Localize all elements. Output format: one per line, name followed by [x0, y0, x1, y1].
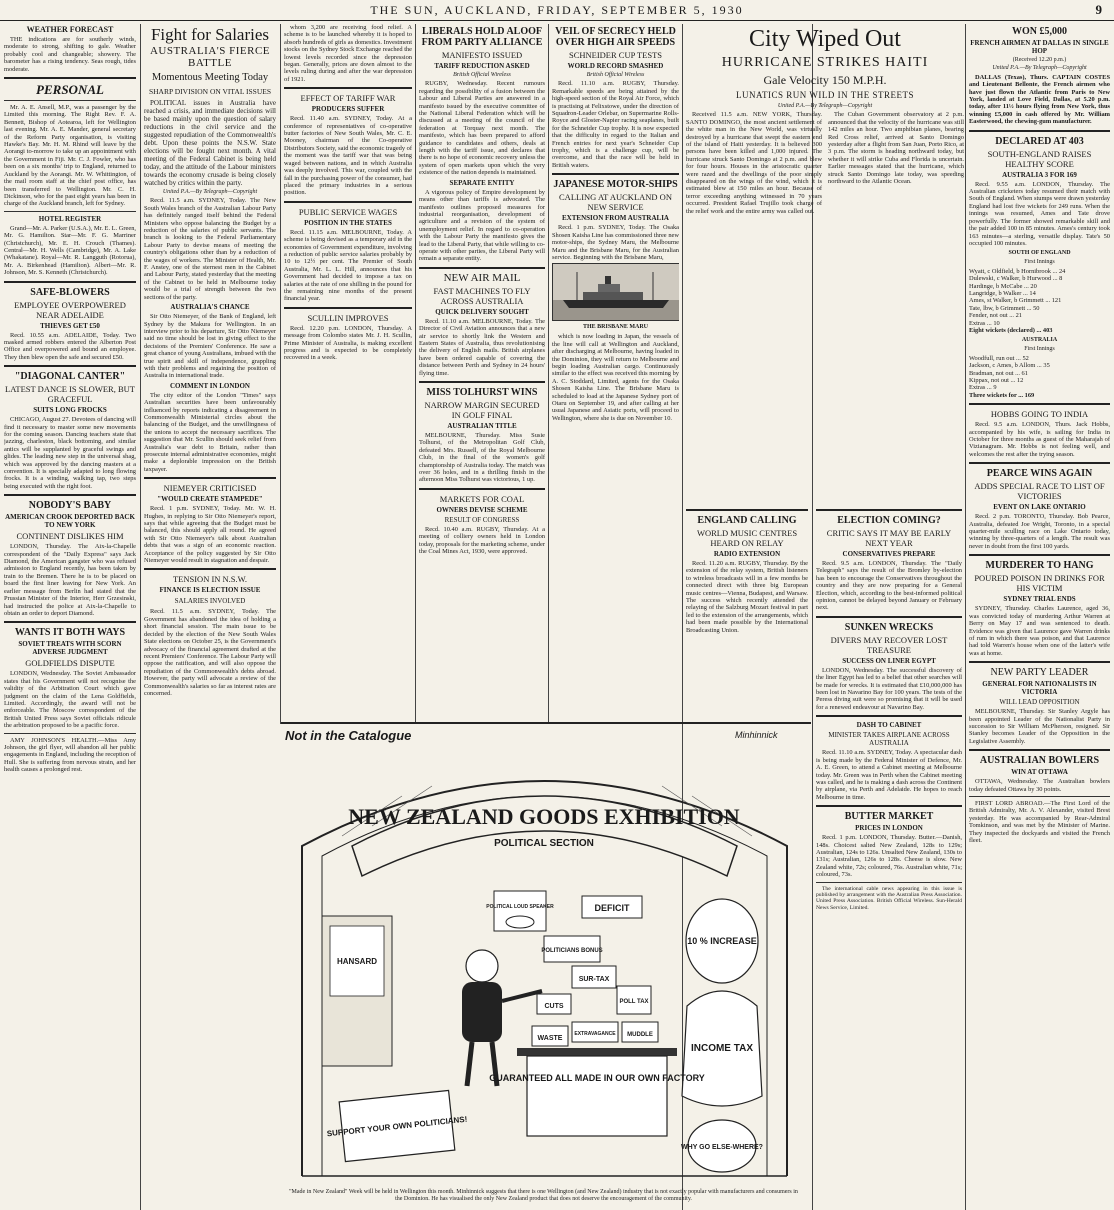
score-row: Dulewski, c Walker, b Hurwood ... 8	[969, 275, 1063, 283]
column-rule	[965, 24, 966, 1210]
dash-subheading: MINISTER TAKES AIRPLANE ACROSS AUSTRALIA	[828, 731, 950, 748]
liberals-subheading: MANIFESTO ISSUED	[441, 50, 523, 60]
party-subheading-2: WILL LEAD OPPOSITION	[999, 698, 1080, 707]
cartoon-label-deficit: DEFICIT	[594, 903, 630, 913]
score-row: Hardinge, b McCabe ... 20	[969, 282, 1037, 290]
cartoon-label-guaranteed: GUARANTEED ALL MADE IN OUR OWN FACTORY	[489, 1073, 705, 1083]
butter-heading: BUTTER MARKET	[844, 811, 934, 823]
column-6b	[816, 505, 962, 1185]
cartoon-artist: Minhinnick	[735, 730, 778, 740]
score-heading: SOUTH OF ENGLAND	[1008, 250, 1071, 257]
masthead	[0, 0, 1114, 21]
wants-subheading-2: GOLDFIELDS DISPUTE	[25, 658, 115, 669]
masthead-title: THE SUN, AUCKLAND, FRIDAY, SEPTEMBER 5, 1930	[370, 3, 744, 17]
tension-text: Recd. 11.5 a.m. SYDNEY, Today. The Government has abandoned the idea of holding a short financial session. The main issue to be decided by the election of the New South Wales State elections on October 25, is the Government's advocacy of the financial agreement drafted at the recent Premiers' Conference. The Labour Party will oppose the ratification, and will also oppose the repudiation of the Commonwealth's debts abroad. However, the party will advocate a review of the Commonwealth's salaries so far as interest rates are concerned.	[144, 608, 276, 697]
score-row: Ames, st Walker, b Grimmett ... 121	[969, 297, 1062, 305]
column-rule	[548, 24, 549, 724]
england-heading: ENGLAND CALLING	[697, 515, 797, 526]
cartoon-label-bonus: POLITICIANS BONUS	[541, 948, 603, 954]
baby-subheading: AMERICAN CROOK DEPORTED BACK TO NEW YORK	[5, 513, 135, 530]
won-source: United P.A.—By Telegraph—Copyright	[992, 65, 1087, 72]
psw-heading: PUBLIC SERVICE WAGES	[298, 206, 398, 217]
finance-heading: FINANCE IS ELECTION ISSUE	[159, 586, 261, 595]
cartoon-top-rule	[281, 722, 811, 724]
japanese-text: Recd. 1 p.m. SYDNEY, Today. The Osaka Shosen Kaisha Line has commissioned three new motor-ships, the Sydney Maru, the Melbourne Maru and the Brisbane Maru, for the Australian service. Beginning with the Brisbane Maru,	[552, 224, 679, 261]
salaries-involved-heading: SALARIES INVOLVED	[174, 597, 246, 606]
niemeyer-heading: NIEMEYER CRITICISED	[163, 483, 257, 494]
pearce-subheading-2: EVENT ON LAKE ONTARIO	[993, 503, 1086, 512]
declared-text: Recd. 9.55 a.m. LONDON, Thursday. The Australian cricketers today resumed their match with South of England. When stumps were drawn yesterday England had lost five wickets for 249 runs. When the innings was resumed, Ames and Tate drove powerfully. The former showed remarkable skill and the pair added 100 in 85 minutes. Ames's century took 163 minutes—a sterling, versatile display. Tate's 50 occupied 100 minutes.	[969, 180, 1110, 247]
butter-text: Recd. 1 p.m. LONDON, Thursday. Butter.—Danish, 148s. Choicest salted New Zealand, 128s to 129s; Australian, 124s to 126s. Unsalted New Zealand, 130s to 131s; Australian, 126s to 128s. Cheese is slow. New Zealand white, 72s; coloured, 76s. Australian white, 71s; coloured, 73s.	[816, 834, 962, 879]
ship-text: which is now loading in Japan, the vessels of the line will call at Wellington and Auckland, after discharging at Melbourne, having loaded in the Dominion, they will return to Melbourne and begin loading Australian cargo. Continuously similar to the effect was received this morning by A. C. Stoddard, Limited, agents for the Osaka Shosen Kaisha Line. The Brisbane Maru is scheduled to load at the Japanese Sydney port of Otaru on September 19, and after calling at her usual Japanese and Asiatic ports, will proceed to Wellington, where she is due on November 10.	[552, 333, 679, 422]
wants-heading: WANTS IT BOTH WAYS	[14, 627, 126, 639]
sunken-subheading: DIVERS MAY RECOVER LOST TREASURE	[830, 634, 948, 655]
hotel-text: Grand—Mr. A. Parker (U.S.A.), Mr. E. L. Green, Mr. G. Hamilton. Star—Mr. F. G. Marriner (Christchurch), Mr. E. H. Crouch (Thames). Central—Mr. H. Wells (Cambridge), Mr. A. Lake (Whakatane). Royal—Mr. R. Langguth (Rotorua), Mr. A. Birkenhead (Hamilton). Albert—Mr. R. Johnson, Mr. S. Kenneth (Christchurch).	[4, 224, 136, 277]
cartoon-label-increase: 10 % INCREASE	[687, 936, 757, 946]
murder-heading: MURDERER TO HANG	[985, 560, 1094, 572]
murder-subheading: POURED POISON IN DRINKS FOR HIS VICTIM	[974, 573, 1105, 594]
tolhurst-subheading: NARROW MARGIN SECURED IN GOLF FINAL	[424, 400, 540, 420]
bowlers-text: OTTAWA, Wednesday. The Australian bowlers today defeated Ottawa by 30 points.	[969, 778, 1110, 793]
veil-subheading: SCHNEIDER CUP TESTS	[568, 50, 663, 60]
liberals-source: British Official Wireless	[453, 72, 511, 78]
psw-text: Recd. 11.15 a.m. MELBOURNE, Today. A scheme is being devised as a temporary aid in the economies of Government expenditure, involving a reduction of public service salaries probably by 10 to 12½ per cent. The Premier of South Australia, Mr. L. L. Hill, announces that his Government had decided to impose a tax on salaries at the rate of one shilling in the pound for the remaining nine months of the present financial year.	[284, 228, 412, 303]
cartoon-caption: "Made in New Zealand" Week will be held in Wellington this month. Minhinnick suggests that there is one Wellington (and New Zealand) industry that is not exactly popular with manufacturers and consumers in the Dominion. He has visualised the only New Zealand product that does not deserve the encouragement of the community.	[289, 1189, 798, 1202]
veil-source: British Official Wireless	[586, 72, 645, 78]
city-article	[686, 24, 964, 214]
cartoon-banner: NEW ZEALAND GOODS EXHIBITION	[348, 804, 740, 829]
declared-heading: DECLARED AT 403	[995, 135, 1084, 147]
election-subheading-2: CONSERVATIVES PREPARE	[842, 550, 936, 558]
liberals-text: RUGBY, Wednesday. Recent rumours regarding the possibility of a fusion between the Labour and Liberal Parties are answered in a manifesto issued by the executive committee of the National Liberal Federation which will be discussed at a meeting of the council of the federation at Torquay next month. The manifesto, which has been prepared to afford guidance to candidates and others, deals at length with the tariff issue, and declares that there is no hope of economic recovery unless the system of open markets upon which the very existence of the nation depends is maintained.	[419, 80, 545, 177]
tolhurst-subheading-2: AUSTRALIAN TITLE	[447, 422, 517, 430]
psw-subheading: POSITION IN THE STATES	[304, 218, 392, 227]
bowlers-subheading: WIN AT OTTAWA	[1011, 768, 1068, 777]
diag-heading: "DIAGONAL CANTER"	[14, 371, 126, 383]
city-subheading-2: Gale Velocity 150 M.P.H.	[763, 73, 887, 87]
dash-text: Recd. 11.10 a.m. SYDNEY, Today. A spectacular dash is being made by the Federal Minister of Defence, Mr. A. E. Green, to attend a Cabinet meeting at Melbourne today. Mr. Green was in Perth when the Cabinet meeting was called, and he is making a dash across the Continent by airplane, via Perth and Adelaide. He hopes to reach Melbourne in time.	[816, 749, 962, 801]
city-title: City Wiped Out	[749, 26, 901, 52]
baby-heading: NOBODY'S BABY	[28, 500, 112, 512]
tolhurst-heading: MISS TOLHURST WINS	[426, 387, 538, 398]
coal-heading: MARKETS FOR COAL	[439, 493, 525, 504]
salaries-title: Fight for Salaries	[150, 25, 270, 44]
sunken-heading: SUNKEN WRECKS	[844, 621, 934, 633]
salaries-text-3: The city editor of the London "Times" says Australian securities have been unfavourably influenced by reports indicating a disagreement in Commonwealth Ministerial circles about the balancing of the Budget, and the unwillingness of the unions to accept the necessary sacrifices. The suggestion that Mr. Scullin should seek relief from Australia's war debt to Britain, rather than prosecute internal administrative economies, might make a deplorable impression on the British taxpayer.	[144, 391, 276, 473]
scullin-text: Recd. 12.20 p.m. LONDON, Thursday. A message from Colombo states Mr. J. H. Scullin, Prime Minister of Australia, is making excellent progress and is expected to be completely recovered in a week.	[284, 324, 412, 362]
salaries-subheading-2: Momentous Meeting Today	[151, 72, 269, 83]
cartoon-label-speaker: POLITICAL LOUD SPEAKER	[486, 904, 554, 910]
city-subheading-3: LUNATICS RUN WILD IN THE STREETS	[736, 90, 914, 100]
cartoon-label-support: SUPPORT YOUR OWN POLITICIANS!	[326, 1114, 468, 1139]
score-subheading: First Innings	[1024, 259, 1055, 266]
column-3	[284, 24, 412, 724]
liberals-heading: LIBERALS HOLD ALOOF FROM PARTY ALLIANCE	[421, 26, 543, 48]
city-text: Received 11.5 a.m. NEW YORK, Thursday. SANTO DOMINGO, the most ancient settlement of the white man in the New World, was virtually destroyed by a hurricane that swept the eastern end of the island of Haiti yesterday. It is believed 300 persons have been killed and 1,000 injured. The hurricane struck Santo Domingo at 2 p.m. and blew for four hours. Houses in the aristocratic quarter were razed and the dwellings of the poor simply disappeared on the wings of the wind, which it is estimated blew at 150 miles an hour. Because of terror exceeding anything witnessed in 70 years occurred. President Rafael Trujillo took charge of the relief work and the entire army was called out.	[686, 111, 822, 214]
sunken-text: LONDON, Wednesday. The successful discovery of the liner Egypt has led to a belief that other searches will be made for wrecks. It is estimated that £10,000,000 has been lost in Navarino Bay for 100 years. The tests of the Peress diving suit were so promising that it will be used for a renewed endeavour at Navarino Bay.	[816, 666, 962, 711]
cartoon-label-extravagance: EXTRAVAGANCE	[574, 1031, 616, 1037]
personal-text: Mr. A. E. Ansell, M.P., was a passenger by the Limited this morning. The Right Rev. F. A. Bennett, Bishop of Aotearoa, left for Wellington last evening. Mr. A. E. Mander, general secretary of the Reform Party organisation, is visiting Hawke's Bay. Mr. H. M. Rhind will leave by the Aorangi to-morrow to take up an appointment with the Government in Fiji. Mr. C. J. Fowler, who has been on a six months' trip to England, returned to Auckland by the Aorangi. Mr. W. Whittington, of the mail room staff at the chief post office, has been transferred to Wellington. Mr. C. H. Dickinson, who for the past eight years has been in charge of the Auckland branch, left for Sydney.	[4, 104, 136, 208]
salaries-subheading: AUSTRALIA'S FIERCE BATTLE	[149, 45, 271, 69]
cartoon-illustration	[282, 726, 807, 1186]
cartoon-label-waste: WASTE	[537, 1035, 563, 1042]
city-source: United P.A.—By Telegraph—Copyright	[777, 103, 873, 109]
salaries-text-2: Sir Otto Niemeyer, of the Bank of England, left Sydney by the Makura for Wellington. In an interview prior to his departure, Sir Otto Niemeyer said no time should be lost in giving effect to the decisions of the Premiers' Conference. He saw a great chance of young Australians, imbued with the true spirit and skill of independence, grappling with their problems and regaining the position of Australia in international trade.	[144, 313, 276, 380]
airmail-heading: NEW AIR MAIL	[443, 271, 521, 284]
col3-top-text: whom 3,200 are receiving food relief. A scheme is to be launched whereby it is hoped to absorb hundreds of girls as domestics. Investment stocks on the Sydney Stock Exchange reached the lowest levels recorded since the depression began. Generally, prices are down almost to the levels ruling during and after the war depression of 1921.	[284, 24, 412, 83]
column-6a	[686, 505, 808, 725]
score-row: Tate, lbw, b Grimmett ... 50	[969, 304, 1040, 312]
cable-notice: The international cable news appearing in this issue is published by arrangement with the Australian Press Association. United Press Association. British Official Wireless. Sun-Herald News Service, Limited.	[816, 885, 962, 911]
party-text: MELBOURNE, Thursday. Sir Stanley Argyle has been appointed Leader of the Nationalist Party in succession to Sir William McPherson, resigned. Sir Stanley becomes Leader of the Opposition in the Legislative Assembly.	[969, 708, 1110, 745]
separate-heading: SEPARATE ENTITY	[449, 178, 515, 187]
won-subheading: FRENCH AIRMEN AT DALLAS IN SINGLE HOP	[970, 39, 1109, 55]
page-number: 9	[1095, 2, 1102, 17]
salaries-subheading-3: SHARP DIVISION ON VITAL ISSUES	[148, 87, 272, 96]
cartoon-title: Not in the Catalogue	[285, 728, 412, 743]
butter-subheading: PRICES IN LONDON	[855, 824, 923, 833]
column-2	[144, 24, 276, 1206]
liberals-subheading-2: TARIFF REDUCTION ASKED	[434, 62, 530, 70]
column-4	[419, 24, 545, 724]
veil-heading: VEIL OF SECRECY HELD OVER HIGH AIR SPEEDS	[555, 26, 676, 48]
column-1	[4, 24, 136, 1206]
cartoon-banner-sub: POLITICAL SECTION	[494, 838, 594, 849]
safe-heading: SAFE-BLOWERS	[30, 286, 110, 298]
veil-subheading-2: WORLD RECORD SMASHED	[567, 62, 664, 70]
amy-text: AMY JOHNSON'S HEALTH.—Miss Amy Johnson, the girl flyer, will abandon all her public engagements in England, including the reception of Hull. She is suffering from nervous strain, and her health causes a prolonged rest.	[4, 736, 136, 774]
score-row: Langridge, b Walker ... 14	[969, 289, 1036, 297]
tolhurst-text: MELBOURNE, Thursday. Miss Susie Tolhurst, of the Metropolitan Golf Club, defeated Mrs. Russell, of the Royal Melbourne Club, in the final of the women's golf championship of Australia today. The match was over 36 holes, and in a thrilling finish in the afternoon Miss Tolhurst was victorious, 1 up.	[419, 432, 545, 484]
baby-subheading-2: CONTINENT DISLIKES HIM	[16, 531, 124, 542]
score-total: Eight wickets (declared) ... 403	[969, 326, 1053, 334]
cartoon-label-muddle: MUDDLE	[627, 1032, 653, 1038]
cartoon-label-polltax: POLL TAX	[619, 999, 649, 1005]
tariff-heading: EFFECT OF TARIFF WAR	[300, 93, 396, 104]
airmail-subheading: FAST MACHINES TO FLY ACROSS AUSTRALIA	[433, 285, 531, 306]
aus-score-row: Woodfull, run out ... 52	[969, 354, 1029, 362]
party-heading: NEW PARTY LEADER	[990, 667, 1089, 679]
column-rule	[415, 24, 416, 724]
aus-score-row: Kippax, not out ... 12	[969, 377, 1024, 384]
japanese-subheading-2: EXTENSION FROM AUSTRALIA	[562, 214, 669, 223]
score-row: Wyatt, c Oldfield, b Hornibrook ... 24	[969, 267, 1066, 275]
cartoon-label-incometax: INCOME TAX	[690, 1043, 754, 1054]
ship-photo	[552, 263, 679, 321]
aus-score-total: Three wickets for ... 169	[969, 391, 1035, 399]
column-5	[552, 24, 679, 724]
weather-heading: WEATHER FORECAST	[26, 25, 114, 34]
bowlers-heading: AUSTRALIAN BOWLERS	[979, 755, 1100, 767]
england-subheading: WORLD MUSIC CENTRES HEARD ON RELAY	[696, 528, 798, 548]
city-subheading: HURRICANE STRIKES HAITI	[721, 55, 929, 70]
sunken-subheading-2: SUCCESS ON LINER EGYPT	[842, 656, 936, 665]
aus-score-row: Bradman, not out ... 61	[969, 369, 1028, 377]
salaries-source: United P.A.—By Telegraph—Copyright	[162, 189, 258, 195]
column-7	[969, 24, 1110, 1206]
diag-subheading: LATEST DANCE IS SLOWER, BUT GRACEFUL	[5, 384, 135, 405]
city-text-2: The Cuban Government observatory at 2 p.m. announced that the velocity of the hurricane was still 142 miles an hour. Two amphibian planes, bearing Red Cross relief, arrived at Santo Domingo yesterday after a flight from San Juan, Porto Rico, at 3 p.m. The storm is heading northward today, but whether it will strike Cuba and Florida is uncertain. Earlier messages stated that the hurricane, which struck Santo Domingo late today, was speeding northward to the Atlantic Ocean.	[828, 111, 964, 186]
won-received: (Received 12.20 p.m.)	[1012, 57, 1067, 63]
aus-score-row: Extras ... 9	[969, 384, 997, 392]
japanese-heading: JAPANESE MOTOR-SHIPS	[553, 179, 678, 191]
safe-text: Recd. 10.55 a.m. ADELAIDE, Today. Two masked armed robbers entered the Alberton Post Office and overpowered and bound an employee. They then blew open the safe and secured £50.	[4, 331, 136, 361]
safe-subheading: EMPLOYEE OVERPOWERED NEAR ADELAIDE	[14, 299, 126, 320]
japanese-subheading: CALLING AT AUCKLAND ON NEW SERVICE	[559, 192, 672, 213]
murder-text: SYDNEY, Thursday. Charles Laurence, aged 36, was convicted today of murdering Arthur Warren at Berry on May 17 and was sentenced to death. Evidence was given that Laurence gave Warren drinks of rum in which there was poison, and that Laurence had told Warren's house when one of the latter's wife was at home.	[969, 605, 1110, 657]
election-text: Recd. 9.5 a.m. LONDON, Thursday. The "Daily Telegraph" says the result of the Bromley by-election has been to encourage the Conservatives throughout the country and they are now preparing for a General Election, which, according to the best-informed political opinion, cannot be delayed beyond January or February next.	[816, 560, 962, 612]
aus-score-heading: AUSTRALIA	[1021, 337, 1058, 344]
weather-text: THE indications are for southerly winds, moderate to strong, shifting to gale. Weather probably cool and changeable; showery. The barometer has a rising tendency. Seas rough, tides moderate.	[4, 36, 136, 73]
hotel-heading: HOTEL REGISTER	[38, 214, 102, 223]
diag-text: CHICAGO, August 27. Devotees of dancing will find it necessary to master some new movements for the coming season. Dancing teachers state that jazzing, charleston, black bottoming, and similar antics will be supplanted by graceful swings and glides. The leading new step in the universal shag, which was approved by the dancing masters at a convention. It is specially adapted to long flowing frocks. It is a winding, walking tap, two steps being executed with the right foot.	[4, 416, 136, 490]
aus-score-subheading: First Innings	[1024, 346, 1055, 353]
personal-heading: PERSONAL	[36, 82, 104, 98]
veil-text: Recd. 11.10 a.m. RUGBY, Thursday. Remarkable speeds are being attained by the high-speed section of the Royal Air Force, which is practising at Felixstowe, under the direction of Squadron-Leader Orlebar, on Supermarine Rolls-Royce and Gloster-Napier racing seaplanes, built for the Schneider Cup trophy. It is now expected that the difficulty in regard to the Italian and French entries for next year's Schneider Cup trophy, which is a challenge cup, will be overcome, and that the race will be held in British waters.	[552, 80, 679, 169]
tariff-text: Recd. 11.40 a.m. SYDNEY, Today. At a conference of representatives of co-operative butter factories of New South Wales, Mr. C. E. Mooney, chairman of the Co-operative Distributors Society, said the economic tragedy of the moment was the tariff war that was being waged between nations, and in which Australia was deeply involved. This war, coupled with the fall in the purchasing power of the consumer, had placed the primary industries in a serious position.	[284, 115, 412, 197]
election-heading: ELECTION COMING?	[837, 515, 941, 526]
score-row: Fender, not out ... 21	[969, 312, 1022, 320]
hobbs-heading: HOBBS GOING TO INDIA	[990, 409, 1089, 420]
cartoon-label-cuts: CUTS	[544, 1003, 564, 1010]
won-text: DALLAS (Texas), Thurs. CAPTAIN COSTES and Lieutenant Bellonte, the French airmen who have just flown the Atlantic from Paris to New York, landed at Love Field, Dallas, at 5.20 p.m. today, after 11½ hours flying from New York, thus winning £5,000 in cash offered by Mr. William Easterwood, the chewing-gum manufacturer.	[969, 73, 1110, 126]
salaries-lead: POLITICAL issues in Australia have reached a crisis, and immediate decisions will be based mainly upon the question of salary reductions in the civil service and the suggested repudiation of the Commonwealth's debt. Upon these points the N.S.W. State elections will be fought next month. A vital meeting of the Federal Cabinet is being held today, and the attitude of the Labour ministers towards the economy crusade is being closely watched by critics within the party.	[144, 99, 276, 187]
hobbs-text: Recd. 9.5 a.m. LONDON, Thurs. Jack Hobbs, accompanied by his wife, is sailing for India in October for three months as guest of the Maharajah of Vizianagram. Mr. Hobbs is not feeling well, and welcomes the rest after the trying season.	[969, 421, 1110, 458]
party-subheading: GENERAL FOR NATIONALISTS IN VICTORIA	[982, 680, 1097, 697]
comment-heading: COMMENT IN LONDON	[170, 381, 250, 390]
safe-subheading-2: THIEVES GET £50	[40, 321, 100, 330]
tariff-subheading: PRODUCERS SUFFER	[311, 105, 385, 114]
aus-score-row: Jackson, c Ames, b Allom ... 35	[969, 362, 1050, 370]
dash-heading: DASH TO CABINET	[856, 721, 922, 730]
coal-text: Recd. 10.40 a.m. RUGBY, Thursday. At a meeting of colliery owners held in London today, proposals for the marketing scheme, under the Coal Mines Act, 1930, were approved.	[419, 525, 545, 556]
ship-caption: THE BRISBANE MARU	[582, 324, 648, 331]
declared-subheading: SOUTH-ENGLAND RAISES HEALTHY SCORE	[987, 148, 1092, 169]
score-row: Extras ... 10	[969, 319, 1000, 327]
coal-subheading-2: RESULT OF CONGRESS	[444, 515, 520, 524]
coal-subheading: OWNERS DEVISE SCHEME	[436, 505, 528, 514]
declared-subheading-2: AUSTRALIA 3 FOR 169	[1002, 170, 1077, 179]
salaries-text-1: Recd. 11.5 a.m. SYDNEY, Today. The New South Wales branch of the Australian Labour Party has definitely ranged itself behind the Federal Ministers who oppose balancing the Budget by a reduction of the salaries of public servants. The branch is looking to the Federal Parliamentary Labour Party to devise means of meeting the country's obligations other than by a reduction of the wages of workers. The Minister of Health, Mr. F. Anstey, one of the sternest men in the Cabinet and Labour Party, stated yesterday that the meeting of the Cabinet to be held in Melbourne today would be a trial of strength between the two sections of the party.	[144, 197, 276, 301]
separate-text: A vigorous policy of Empire development by means other than tariffs is advocated. The manifesto outlines proposed measures for industrial reorganisation, development of agriculture and a revision of the system of unemployment relief. In regard to co-operation with the Labour Party the manifesto gives the lead to the Liberal Party, that while willing to co-operate with other parties, the Liberal Party will remain a separate entity.	[419, 188, 545, 263]
first-lord-text: FIRST LORD ABROAD.—The First Lord of the British Admiralty, Mr. A. V. Alexander, visited Brest yesterday. He was accompanied by Rear-Admiral Tomkinson, and was met by the Minister of Marine. They inspected the dockyards and visited the French fleet.	[969, 799, 1110, 844]
wants-subheading: SOVIET TREATS WITH SCORN ADVERSE JUDGMENT	[18, 640, 122, 657]
niemeyer-subheading: "WOULD CREATE STAMPEDE"	[157, 495, 263, 504]
scullin-heading: SCULLIN IMPROVES	[307, 312, 389, 323]
wants-text: LONDON, Wednesday. The Soviet Ambassador states that his Government will not recognise the validity of the Arbitration Court which gave judgment on the claim of the Lena Goldfields, Limited. Accordingly, the award will not be enforceable. The Moscow correspondent of the British United Press says Soviet officials ridicule the arbitration proposed to be a pacific force.	[4, 670, 136, 730]
cartoon-label-hansard: HANSARD	[337, 957, 377, 966]
niemeyer-text: Recd. 1 p.m. SYDNEY, Today. Mr. W. H. Hughes, in replying to Sir Otto Niemeyer's report, says that while agreeing that the Budget must be balanced, this should apply all round. He agreed with Sir Otto Niemeyer's talk about Australian debts that was a sign of an economic reaction. Acceptance of the policy suggested by Sir Otto Niemeyer would result in stagnation and despair.	[144, 505, 276, 565]
pearce-subheading: ADDS SPECIAL RACE TO LIST OF VICTORIES	[974, 481, 1105, 502]
column-rule	[280, 24, 281, 724]
won-heading: WON £5,000	[1012, 26, 1067, 37]
cartoon-label-why: WHY GO ELSE-WHERE?	[681, 1144, 763, 1151]
aus-chance-heading: AUSTRALIA'S CHANCE	[170, 303, 250, 312]
pearce-text: Recd. 2 p.m. TORONTO, Thursday. Bob Pearce, Australia, defeated Joe Wright, Toronto, in a special quarter-mile sculling race on Lake Ontario today, winning by three-quarters of a length. The result was never in doubt from the first 100 yards.	[969, 513, 1110, 550]
tension-heading: TENSION IN N.S.W.	[172, 574, 248, 585]
cartoon-label-surtax: SUR-TAX	[578, 976, 610, 983]
airmail-text: Recd. 11.10 a.m. MELBOURNE, Today. The Director of Civil Aviation announces that a new air service to shortly link the Western and Eastern States of Australia, thus revolutionising the delivery of English mails. British airplanes have been ordered capable of covering the distance between Perth and Sydney in 24 hours' flying time.	[419, 317, 545, 377]
england-text: Recd. 11.20 a.m. RUGBY, Thursday. By the extension of the relay system, British listeners to wireless broadcasts will in a few months be connected direct with three big European music centres—Vienna, Budapest, and Warsaw. The success which recently attended the relaying of the Salzburg Mozart festival in part led to the extension of the arrangements, which had been made possible by the International Broadcasting Union.	[686, 560, 808, 634]
election-subheading: CRITIC SAYS IT MAY BE EARLY NEXT YEAR	[826, 528, 952, 548]
murder-subheading-2: SYDNEY TRIAL ENDS	[1003, 595, 1076, 604]
pearce-heading: PEARCE WINS AGAIN	[986, 468, 1093, 480]
diag-subheading-2: SUITS LONG FROCKS	[33, 406, 107, 415]
england-subheading-2: RADIO EXTENSION	[713, 550, 781, 558]
baby-text: LONDON, Thursday. The Aix-la-Chapelle correspondent of the "Daily Express" says Jack Diamond, the American gangster who was refused admission to England recently, has been taken by train to the Bremen. There he is to be placed on board the first liner leaving for New York. An earlier message from Berlin had stated that the Prussian Minister of the Interior, Herr Grzesinski, had instructed the police at Aix-la-Chapelle to obtain an order to deport Diamond.	[4, 543, 136, 617]
column-rule	[140, 24, 141, 1210]
airmail-subheading-2: QUICK DELIVERY SOUGHT	[435, 307, 529, 316]
